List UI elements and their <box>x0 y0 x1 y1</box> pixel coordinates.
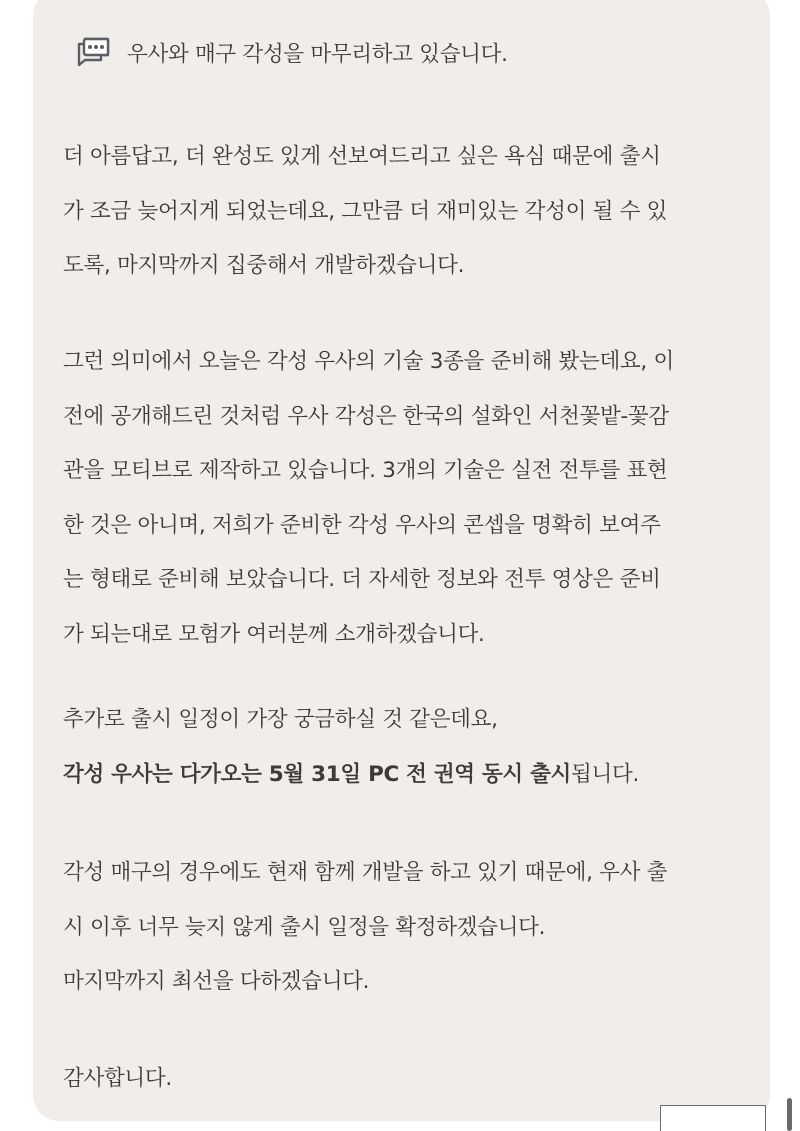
paragraph-line: 추가로 출시 일정이 가장 궁금하실 것 같은데요, <box>63 707 498 732</box>
notice-header-text: 우사와 매구 각성을 마무리하고 있습니다. <box>127 41 508 67</box>
paragraph-line: 각성 매구의 경우에도 현재 함께 개발을 하고 있기 때문에, 우사 출 <box>63 860 668 885</box>
speech-bubble-icon <box>73 34 113 70</box>
paragraph-1 <box>63 130 753 294</box>
paragraph-2 <box>63 335 753 662</box>
paragraph-line: 도록, 마지막까지 집중해서 개발하겠습니다. <box>63 253 465 278</box>
floating-button[interactable] <box>660 1105 766 1131</box>
release-date-suffix: 됩니다. <box>571 761 639 787</box>
paragraph-line: 한 것은 아니며, 저희가 준비한 각성 우사의 콘셉을 명확히 보여주 <box>63 512 661 538</box>
release-date-line <box>63 748 753 803</box>
paragraph-line: 더 아름답고, 더 완성도 있게 선보여드리고 싶은 욕심 때문에 출시 <box>63 144 661 169</box>
paragraph-line: 시 이후 너무 늦지 않게 출시 일정을 확정하겠습니다. <box>63 914 546 940</box>
paragraph-line: 전에 공개해드린 것처럼 우사 각성은 한국의 설화인 서천꽃밭-꽃감 <box>63 403 669 429</box>
paragraph-3 <box>63 693 753 802</box>
paragraph-line: 그런 의미에서 오늘은 각성 우사의 기술 3종을 준비해 봤는데요, 이 <box>63 349 674 374</box>
release-date-highlight: 각성 우사는 다가오는 5월 31일 PC 전 권역 동시 출시 <box>63 761 572 787</box>
scrollbar[interactable] <box>787 1098 792 1131</box>
paragraph-line: 는 형태로 준비해 보았습니다. 더 자세한 정보와 전투 영상은 준비 <box>63 567 661 592</box>
paragraph-line: 가 조금 늦어지게 되었는데요, 그만큼 더 재미있는 각성이 될 수 있 <box>63 198 668 224</box>
paragraph-line: 관을 모티브로 제작하고 있습니다. 3개의 기술은 실전 전투를 표현 <box>63 458 668 483</box>
paragraph-line: 가 되는대로 모험가 여러분께 소개하겠습니다. <box>63 621 485 647</box>
notice-header <box>73 30 508 74</box>
paragraph-5 <box>63 1052 753 1107</box>
paragraph-line: 마지막까지 최선을 다하겠습니다. <box>63 969 370 994</box>
paragraph-4 <box>63 846 753 1010</box>
closing-line: 감사합니다. <box>63 1066 172 1091</box>
